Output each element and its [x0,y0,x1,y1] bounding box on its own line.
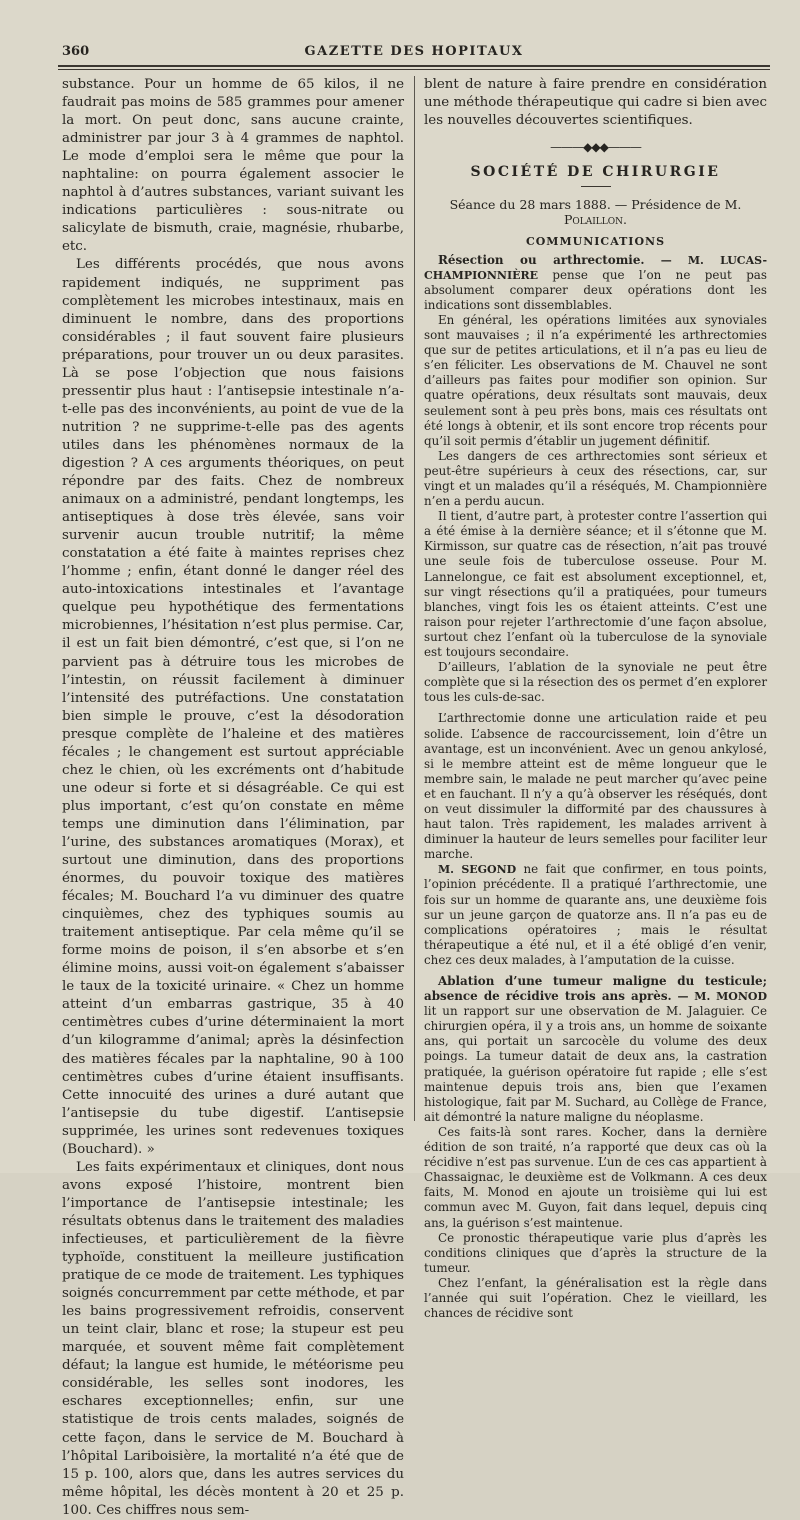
right-paragraph-3: Les dangers de ces arthrectomies sont sérieux et peut-être supérieurs à ceux des résections, car, sur vingt et un malades qu’il a réséqués, M. Championnière n’en a perdu aucun. [424,448,767,509]
right-paragraph-4: Il tient, d’autre part, à protester contre l’assertion qui a été émise à la dernière séance; et il s’étonne que M. Kirmisson, sur quatre cas de résection, n’ait pas trouvé une seule fois de tuberculose osseuse. Pour M. Lannelongue, ce fait est absolument exceptionnel, et, sur vingt résections qu’il a pratiquées, pour tumeurs blanches, vingt fois les os étaient atteints. C’est une raison pour rejeter l’arthrectomie d’une façon absolue, surtout chez l’enfant où la tuberculose de la synoviale est toujours secondaire. [424,509,767,660]
left-paragraph-3: Les faits expérimentaux et cliniques, dont nous avons exposé l’histoire, montrent bien l’importance de l’antisepsie intestinale; les résultats obtenus dans le traitement des maladies infectieuses, et particulièrement de la fièvre typhoïde, constituent la meilleure justification pratique de ce mode de traitement. Les typhiques soignés concurremment par cette méthode, et par les bains progressivement refroidis, conservent un teint clair, blanc et rose; la stupeur est peu marquée, et souvent même fait complètement défaut; la langue est humide, le météorisme peu considérable, les selles sont inodores, les eschares exceptionnelles; enfin, sur une statistique de trois cents malades, soignés de cette façon, dans le service de M. Bouchard à l’hôpital Lariboisière, la mortalité n’a été que de 15 p. 100, alors que, dans les autres services du même hôpital, les décès montent à 20 et 25 p. 100. Ces chiffres nous sem- [62,1159,404,1518]
column-divider [414,76,415,1121]
session-president: Polaillon. [563,212,627,228]
left-paragraph-1: substance. Pour un homme de 65 kilos, il ne faudrait pas moins de 585 grammes pour amener la mort. On peut donc, sans aucune crainte, administrer par jour 3 à 4 grammes de naphtol. Le mode d’emploi sera le même que pour la naphtaline: on pourra également associer le naphtol à d’autres substances, variant suivant les indications particulières : sous-nitrate ou salicylate de bismuth, craie, magnésie, rhubarbe, etc. [62,77,404,255]
section-short-rule [581,186,611,187]
article-resection [424,253,767,313]
article-segond [424,862,767,968]
right-paragraph-11: Chez l’enfant, la généralisation est la règle dans l’année qui suit l’opération. Chez le vieillard, les chances de récidive sont [424,1275,767,1321]
left-paragraph-2: Les différents procédés, que nous avons rapidement indiqués, ne suppriment pas complètement les microbes intestinaux, mais en diminuent le nombre, dans des proportions considérables ; il faut souvent faire plusieurs préparations, pour trouver un ou deux parasites. Là se pose l’objection que nous faisions pressentir plus haut : l’antisepsie intestinale n’a-t-elle pas des inconvénients, au point de vue de la nutrition ? ne supprime-t-elle pas des agents utiles dans les phénomènes normaux de la digestion ? A ces arguments théoriques, on peut répondre par des faits. Chez de nombreux animaux on a administré, pendant longtemps, les antiseptiques à dose très élevée, sans voir survenir aucun trouble nutritif; la même constatation a été faite à maintes reprises chez l’homme ; enfin, étant donné le danger réel des auto-intoxications intestinales et l’avantage quelque peu hypothétique des fermentations microbiennes, l’hésitation n’est plus permise. Car, il est un fait bien démontré, c’est que, si l’on ne parvient pas à détruire tous les microbes de l’intestin, on réussit facilement à diminuer l’intensité des putréfactions. Une constatation bien simple le prouve, c’est la désodoration presque complète de l’haleine et des matières fécales ; le changement est surtout appréciable chez le chien, où les excréments ont d’habitude une odeur si forte et si désagréable. Ce qui est plus important, c’est qu’on constate en même temps une diminution dans l’élimination, par l’urine, des substances aromatiques (Morax), et surtout une diminution, dans des proportions énormes, du pouvoir toxique des matières fécales; M. Bouchard l’a vu diminuer des quatre cinquièmes, chez des typhiques soumis au traitement antiseptique. Par cela même qu’il se forme moins de poison, il s’en absorbe et s’en élimine moins, aussi voit-on également s’abaisser le taux de la toxicité urinaire. « Chez un homme atteint d’un embarras gastrique, 35 à 40 centimètres cubes d’urine déterminaient la mort d’un kilogramme d’animal; après la désinfection des matières fécales par la naphtaline, 90 à 100 centimètres cubes d’urine étaient insuffisants. Cette innocuité des urines a duré autant que l’antisepsie du tube digestif. L’antisepsie supprimée, les urines sont redevenues toxiques (Bouchard). » [62,257,404,1157]
right-intro-paragraph: blent de nature à faire prendre en considération une méthode thérapeutique qui cadre si bien avec les nouvelles découvertes scientifiques. [424,77,767,129]
article-resection-text: pense que l’on ne peut pas absolument comparer deux opérations dont les indications sont dissemblables. [424,267,767,312]
article-resection-author: — M. LUCAS-CHAMPIONNIÈRE [424,253,768,282]
left-column [62,76,404,1518]
communications-heading: COMMUNICATIONS [525,234,666,248]
right-paragraph-5: D’ailleurs, l’ablation de la synoviale ne peut être complète que si la résection des os permet d’en explorer tous les culs-de-sac. [424,660,767,705]
right-paragraph-2: En général, les opérations limitées aux synoviales sont mauvaises ; il n’a expérimenté les arthrectomies que sur de petites articulations, et il n’a pas eu lieu de s’en féliciter. Les observations de M. Chauvel ne sont d’ailleurs pas faites pour modifier son opinion. Sur quatre opérations, deux résultats sont mauvais, deux seulement sont à peu près bons, mais ces résultats ont été longs à obtenir, et ils sont encore trop récents pour qu’il soit permis d’établir un jugement définitif. [424,312,767,448]
header-rule [58,65,770,67]
article-tumeur [424,974,767,1125]
session-line [424,197,767,227]
article-tumeur-author: — M. MONOD [677,990,768,1004]
segond-text: ne fait que confirmer, en tous points, l’opinion précédente. Il a pratiqué l’arthrectomie, une fois sur un homme de quarante ans, une deuxième fois sur un jeune garçon de quatorze ans. Il n’a pas eu de complications opératoires ; mais le résultat thérapeutique a été nul, et il a été obligé d’en venir, chez ces deux malades, à l’amputation de la cuisse. [424,862,767,967]
section-title: SOCIÉTÉ DE CHIRURGIE [470,164,721,181]
article-tumeur-text: lit un rapport sur une observation de M. Jalaguier. Ce chirurgien opéra, il y a trois ans, un homme de soixante ans, qui portait un sarcocèle du volume des deux poings. La tumeur datait de deux ans, la castration pratiquée, la guérison opératoire fut rapide ; elle s’est maintenue depuis trois ans, bien que l’examen histologique, fait par M. Suchard, au Collège de France, ait démontré la nature maligne du néoplasme. [424,1004,767,1124]
right-paragraph-6: L’arthrectomie donne une articulation raide et peu solide. L’absence de raccourcissement, loin d’être un avantage, est un inconvénient. Avec un genou ankylosé, si le membre atteint est de même longueur que le membre sain, le malade ne peut marcher qu’avec peine et en fauchant. Il n’y a qu’à observer les réséqués, dont on veut dissimuler la difformité par des chaussures à haut talon. Très rapidement, les malades arrivent à diminuer la hauteur de leurs semelles pour faciliter leur marche. [424,711,767,862]
right-paragraph-10: Ce pronostic thérapeutique varie plus d’après les conditions cliniques que d’après la structure de la tumeur. [424,1230,767,1275]
page-number: 360 [62,44,90,59]
right-paragraph-9: Ces faits-là sont rares. Kocher, dans la dernière édition de son traité, n’a rapporté que deux cas où la récidive n’est pas survenue. L’un de ces cas appartient à Chassaignac, le deuxième est de Volkmann. A ces deux faits, M. Monod en ajoute un troisième qui lui est commun avec M. Guyon, fait dans lequel, depuis cinq ans, la guérison s’est maintenue. [424,1124,767,1230]
journal-title: GAZETTE DES HOPITAUX [304,44,524,59]
session-date: Séance du 28 mars 1888. — Présidence de M. [449,197,742,213]
right-column [424,76,768,1321]
ornament-divider: ———◆◆◆——— [550,140,641,155]
segond-author: M. SEGOND [438,863,517,877]
article-resection-title: Résection ou arthrectomie. [438,252,645,267]
article-tumeur-title: Ablation d’une tumeur maligne du testicule; absence de récidive trois ans après. [424,974,767,1004]
header-rule-thin [58,69,770,70]
page-header [58,44,770,64]
